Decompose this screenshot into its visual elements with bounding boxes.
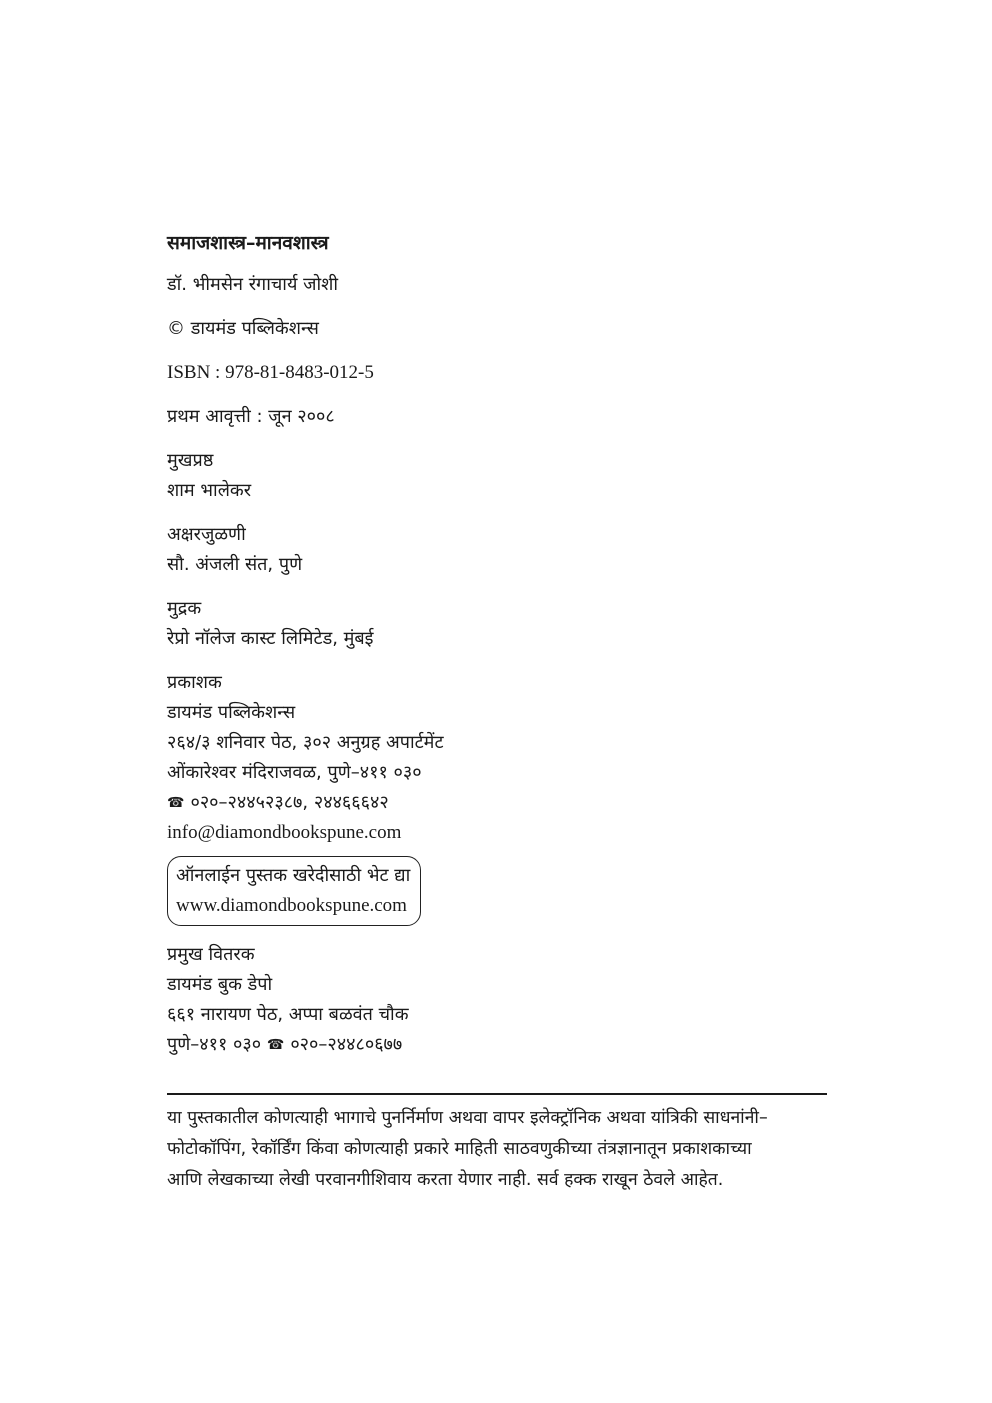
distributor-name: डायमंड बुक डेपो bbox=[167, 974, 273, 995]
isbn-line: ISBN : 978-81-8483-012-5 bbox=[167, 362, 374, 383]
publisher-email[interactable]: info@diamondbookspune.com bbox=[167, 822, 402, 843]
publisher-label: प्रकाशक bbox=[167, 672, 222, 693]
distributor-city: पुणे–४११ ०३० bbox=[167, 1034, 262, 1055]
edition-line: प्रथम आवृत्ती : जून २००८ bbox=[167, 406, 335, 427]
notice-line-1: या पुस्तकातील कोणत्याही भागाचे पुनर्निर्माण अथवा वापर इलेक्ट्रॉनिक अथवा यांत्रिकी साधनांनी– bbox=[167, 1108, 768, 1128]
notice-line-2: फोटोकॉपिंग, रेकॉर्डिंग किंवा कोणत्याही प्रकारे माहिती साठवणुकीच्या तंत्रज्ञानातून प्रकाशकाच्या bbox=[167, 1139, 752, 1159]
distributor-label: प्रमुख वितरक bbox=[167, 944, 255, 965]
divider-rule bbox=[167, 1093, 827, 1095]
printer-name: रेप्रो नॉलेज कास्ट लिमिटेड, मुंबई bbox=[167, 628, 374, 649]
distributor-address-line1: ६६१ नारायण पेठ, अप्पा बळवंत चौक bbox=[167, 1004, 409, 1025]
distributor-phone: ०२०–२४४८०६७७ bbox=[290, 1034, 403, 1055]
cover-label: मुखप्रष्ठ bbox=[167, 450, 214, 471]
typesetting-label: अक्षरजुळणी bbox=[167, 524, 246, 545]
publisher-phone-row bbox=[167, 788, 829, 818]
online-purchase-box bbox=[167, 856, 421, 926]
online-purchase-text: ऑनलाईन पुस्तक खरेदीसाठी भेट द्या bbox=[176, 865, 411, 886]
website-link[interactable]: www.diamondbookspune.com bbox=[176, 895, 407, 916]
publisher-address-line2: ओंकारेश्वर मंदिराजवळ, पुणे–४११ ०३० bbox=[167, 762, 422, 783]
telephone-icon: ☎ bbox=[266, 1037, 285, 1053]
distributor-city-phone-row bbox=[167, 1030, 829, 1060]
author-name: डॉ. भीमसेन रंगाचार्य जोशी bbox=[167, 274, 339, 295]
copyright-notice bbox=[167, 1103, 829, 1196]
cover-artist: शाम भालेकर bbox=[167, 480, 252, 501]
copyright-line: © डायमंड पब्लिकेशन्स bbox=[167, 318, 319, 339]
telephone-icon: ☎ bbox=[167, 795, 185, 811]
publisher-name: डायमंड पब्लिकेशन्स bbox=[167, 702, 296, 723]
book-title: समाजशास्त्र–मानवशास्त्र bbox=[167, 232, 329, 254]
notice-line-3: आणि लेखकाच्या लेखी परवानगीशिवाय करता येणार नाही. सर्व हक्क राखून ठेवले आहेत. bbox=[167, 1170, 724, 1190]
publisher-phone: ०२०–२४४५२३८७, २४४६६६४२ bbox=[190, 792, 389, 813]
publisher-address-line1: २६४/३ शनिवार पेठ, ३०२ अनुग्रह अपार्टमेंट bbox=[167, 732, 444, 753]
printer-label: मुद्रक bbox=[167, 598, 202, 619]
imprint-page bbox=[167, 226, 829, 1060]
typesetter-name: सौ. अंजली संत, पुणे bbox=[167, 554, 303, 575]
